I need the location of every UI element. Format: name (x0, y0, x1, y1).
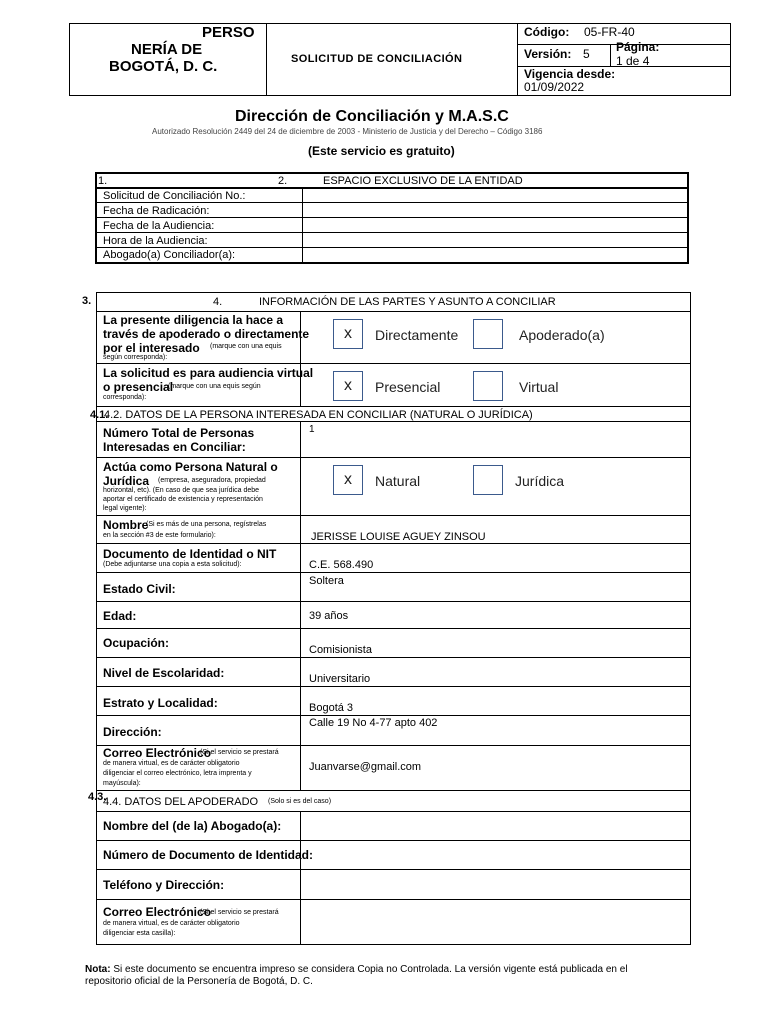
name-value[interactable]: JERISSE LOUISE AGUEY ZINSOU (311, 531, 486, 543)
address-label: Dirección: (103, 725, 162, 739)
entity-num-2: 2. (278, 175, 288, 187)
attorney-name-label: Nombre del (de la) Abogado(a): (103, 819, 282, 833)
address-value[interactable]: Calle 19 No 4-77 apto 402 (309, 717, 438, 729)
civil-status-value[interactable]: Soltera (309, 575, 344, 587)
attorney-num: 4.3. (88, 791, 107, 803)
option-presencial-label: Presencial (375, 379, 441, 395)
page-title: Dirección de Conciliación y M.A.S.C (235, 108, 509, 125)
checkbox-directamente[interactable]: x (333, 319, 363, 349)
vigencia-value: 01/09/2022 (524, 80, 585, 94)
checkbox-natural[interactable]: x (333, 465, 363, 495)
attorney-doc-label: Número de Documento de Identidad: (103, 848, 314, 862)
person-type-note: horizontal, etc). (En caso de que sea jurídica debe (103, 487, 260, 494)
occupation-value[interactable]: Comisionista (309, 644, 372, 656)
option-natural-label: Natural (375, 473, 421, 489)
option-directamente-label: Directamente (375, 327, 459, 343)
name-label: Nombre (103, 518, 149, 532)
attorney-email-note: de manera virtual, es de carácter obligatorio (103, 920, 240, 927)
occupation-label: Ocupación: (103, 636, 170, 650)
total-persons-value[interactable]: 1 (309, 424, 315, 435)
attorney-email-note: (Si el servicio se prestará (200, 909, 279, 916)
email-label: Correo Electrónico (103, 746, 212, 760)
email-note: mayúscula): (103, 780, 141, 787)
org-name-line2: NERÍA DE (131, 41, 203, 58)
interested-num: 4.1. (90, 409, 109, 421)
form-title: SOLICITUD DE CONCILIACIÓN (291, 53, 463, 65)
parties-heading: INFORMACIÓN DE LAS PARTES Y ASUNTO A CONCILIAR (259, 296, 556, 308)
person-type-note: legal vigente): (103, 505, 147, 512)
checkbox-juridica[interactable] (473, 465, 503, 495)
modality-note: (marque con una equis según (168, 383, 261, 390)
footer-note-label: Nota: (85, 964, 111, 975)
version-value: 5 (583, 47, 590, 61)
person-type-note: aportar el certificado de existencia y representación (103, 496, 263, 503)
total-persons-label: Interesadas en Conciliar: (103, 440, 246, 454)
attorney-email-label: Correo Electrónico (103, 905, 212, 919)
diligence-label: La presente diligencia la hace a (103, 313, 284, 327)
checkbox-virtual[interactable] (473, 371, 503, 401)
email-note: de manera virtual, es de carácter obligatorio (103, 760, 240, 767)
codigo-label: Código: (524, 25, 570, 39)
id-doc-value[interactable]: C.E. 568.490 (309, 559, 374, 571)
age-value[interactable]: 39 años (309, 610, 349, 622)
email-note: diligenciar el correo electrónico, letra imprenta y (103, 770, 252, 777)
section-num-4: 4. (213, 296, 223, 308)
person-type-note: (empresa, aseguradora, propiedad (158, 477, 266, 484)
pagina-label: Página: (616, 40, 660, 54)
civil-status-label: Estado Civil: (103, 582, 176, 596)
entity-row-label: Fecha de Radicación: (103, 205, 210, 217)
education-label: Nivel de Escolaridad: (103, 666, 225, 680)
name-note: (Si es más de una persona, regístrelas (146, 521, 267, 528)
org-name-line1: PERSO (202, 24, 255, 41)
modality-note: corresponda): (103, 394, 147, 401)
attorney-email-note: diligenciar esta casilla): (103, 930, 176, 937)
education-value[interactable]: Universitario (309, 673, 371, 685)
modality-label: La solicitud es para audiencia virtual (103, 366, 314, 380)
attorney-heading: 4.4. DATOS DEL APODERADO (103, 796, 259, 808)
entity-row-label: Hora de la Audiencia: (103, 235, 208, 247)
option-juridica-label: Jurídica (515, 473, 565, 489)
diligence-note: según corresponda): (103, 354, 168, 361)
stratum-label: Estrato y Localidad: (103, 696, 218, 710)
authorization-text: Autorizado Resolución 2449 del 24 de diciembre de 2003 - Ministerio de Justicia y del Derecho – Código 3186 (152, 127, 543, 136)
footer-note (85, 964, 628, 975)
section-num-3: 3. (82, 295, 92, 307)
attorney-phone-label: Teléfono y Dirección: (103, 878, 225, 892)
option-apoderado-label: Apoderado(a) (519, 327, 605, 343)
pagina-value: 1 de 4 (616, 54, 650, 68)
modality-label: o presencial (103, 380, 174, 394)
entity-row-label: Solicitud de Conciliación No.: (103, 190, 246, 202)
version-label: Versión: (524, 47, 572, 61)
option-virtual-label: Virtual (519, 379, 559, 395)
diligence-label: través de apoderado o directamente (103, 327, 310, 341)
stratum-value[interactable]: Bogotá 3 (309, 702, 354, 714)
footer-note-text: Si este documento se encuentra impreso se considera Copia no Controlada. La versión vigente está publicada en el (113, 964, 628, 975)
codigo-value: 05-FR-40 (584, 25, 635, 39)
diligence-label: por el interesado (103, 341, 200, 355)
name-note: en la sección #3 de este formulario): (103, 532, 216, 539)
age-label: Edad: (103, 609, 137, 623)
id-doc-note: (Debe adjuntarse una copia a esta solicitud): (103, 561, 242, 568)
entity-row-label: Fecha de la Audiencia: (103, 220, 215, 232)
org-name-line3: BOGOTÁ, D. C. (109, 58, 218, 75)
email-note: (Si el servicio se prestará (200, 749, 279, 756)
footer-note-text2: repositorio oficial de la Personería de Bogotá, D. C. (85, 976, 313, 987)
id-doc-label: Documento de Identidad o NIT (103, 547, 277, 561)
entity-row-label: Abogado(a) Conciliador(a): (103, 249, 236, 261)
diligence-note: (marque con una equis (210, 343, 282, 350)
interested-heading: 4.2. DATOS DE LA PERSONA INTERESADA EN CONCILIAR (NATURAL O JURÍDICA) (104, 409, 533, 421)
email-value[interactable]: Juanvarse@gmail.com (309, 761, 422, 773)
person-type-label: Jurídica (103, 474, 150, 488)
checkbox-presencial[interactable]: x (333, 371, 363, 401)
attorney-heading-note: (Solo si es del caso) (268, 798, 332, 805)
checkbox-apoderado[interactable] (473, 319, 503, 349)
person-type-label: Actúa como Persona Natural o (103, 460, 278, 474)
total-persons-label: Número Total de Personas (103, 426, 255, 440)
free-service-text: (Este servicio es gratuito) (308, 144, 455, 158)
vigencia-label: Vigencia desde: (524, 67, 616, 81)
entity-num-1: 1. (98, 175, 108, 187)
entity-heading: ESPACIO EXCLUSIVO DE LA ENTIDAD (323, 175, 523, 187)
